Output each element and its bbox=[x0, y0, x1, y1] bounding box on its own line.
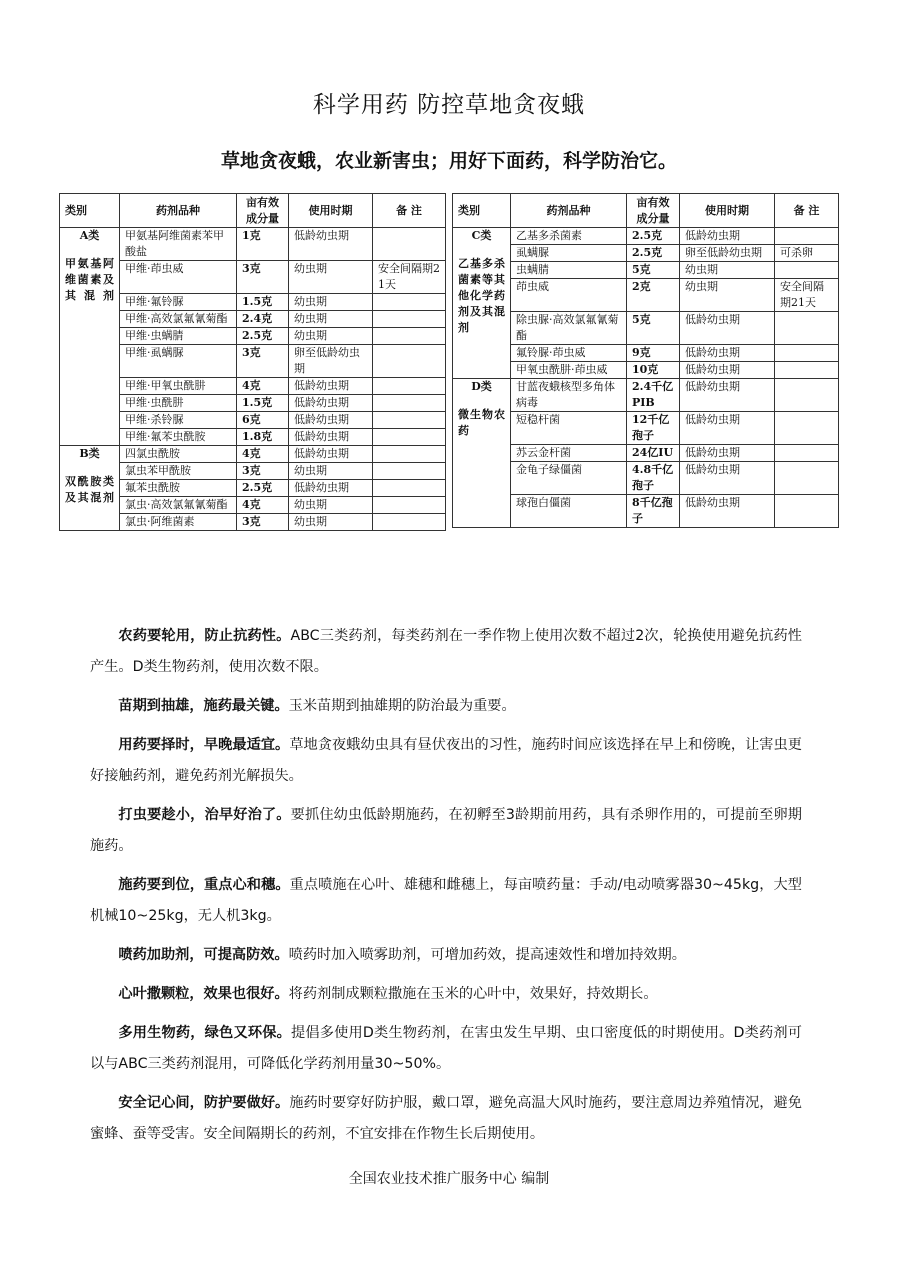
advice-paragraph bbox=[90, 800, 802, 862]
period-cell: 低龄幼虫期 bbox=[680, 462, 775, 495]
advice-lead: 安全记心间，防护要做好。 bbox=[118, 1095, 290, 1111]
table-row bbox=[453, 379, 839, 412]
advice-text: 要抓住幼虫低龄期施药，在初孵至3龄期前用药，具有杀卵作用的，可提前至卵期施药。 bbox=[90, 807, 802, 854]
period-cell: 低龄幼虫期 bbox=[680, 412, 775, 445]
table-row bbox=[453, 345, 839, 362]
dose-cell: 3克 bbox=[237, 514, 289, 531]
category-code: B类 bbox=[79, 447, 100, 460]
period-cell: 低龄幼虫期 bbox=[289, 378, 373, 395]
advice-paragraph bbox=[90, 979, 802, 1010]
variety-cell: 短稳杆菌 bbox=[511, 412, 627, 445]
period-cell: 幼虫期 bbox=[289, 497, 373, 514]
period-cell: 低龄幼虫期 bbox=[680, 495, 775, 528]
note-cell bbox=[373, 294, 446, 311]
variety-cell: 四氯虫酰胺 bbox=[120, 446, 237, 463]
page-subtitle: 草地贪夜蛾，农业新害虫；用好下面药，科学防治它。 bbox=[220, 150, 677, 172]
table-header-row bbox=[453, 194, 839, 228]
table-row bbox=[453, 412, 839, 445]
table-body bbox=[453, 228, 839, 528]
header-dose: 亩有效成分量 bbox=[627, 194, 680, 228]
period-cell: 低龄幼虫期 bbox=[680, 362, 775, 379]
period-cell: 幼虫期 bbox=[289, 328, 373, 345]
advice-lead: 农药要轮用，防止抗药性。 bbox=[118, 628, 291, 644]
table-row bbox=[60, 228, 446, 261]
note-cell bbox=[775, 445, 839, 462]
footer-credit: 全国农业技术推广服务中心 编制 bbox=[348, 1171, 550, 1187]
table-row bbox=[60, 446, 446, 463]
variety-cell: 氟铃脲·茚虫威 bbox=[511, 345, 627, 362]
variety-cell: 金龟子绿僵菌 bbox=[511, 462, 627, 495]
advice-paragraph bbox=[90, 621, 802, 683]
variety-cell: 茚虫威 bbox=[511, 279, 627, 312]
variety-cell: 甲维·虫酰肼 bbox=[120, 395, 237, 412]
period-cell: 幼虫期 bbox=[289, 311, 373, 328]
note-cell bbox=[775, 228, 839, 245]
category-code: C类 bbox=[471, 229, 492, 242]
dose-cell: 1.8克 bbox=[237, 429, 289, 446]
advice-lead: 打虫要趁小，治早好治了。 bbox=[118, 807, 291, 823]
dose-cell: 24亿IU bbox=[627, 445, 680, 462]
period-cell: 低龄幼虫期 bbox=[289, 429, 373, 446]
period-cell: 幼虫期 bbox=[289, 294, 373, 311]
variety-cell: 甲氧虫酰肼·茚虫威 bbox=[511, 362, 627, 379]
advice-text: 重点喷施在心叶、雄穗和雌穗上，每亩喷药量：手动/电动喷雾器30~45kg，大型机械10~25kg，无人机3kg。 bbox=[90, 877, 802, 924]
period-cell: 低龄幼虫期 bbox=[680, 312, 775, 345]
variety-cell: 甲维·高效氯氟氰菊酯 bbox=[120, 311, 237, 328]
advice-text: 提倡多使用D类生物药剂，在害虫发生早期、虫口密度低的时期使用。D类药剂可以与ABC三类药剂混用，可降低化学药剂用量30~50%。 bbox=[90, 1025, 802, 1072]
advice-paragraph bbox=[90, 730, 802, 792]
advice-paragraph bbox=[90, 1088, 802, 1150]
variety-cell: 球孢白僵菌 bbox=[511, 495, 627, 528]
category-cell bbox=[453, 228, 511, 379]
table-row bbox=[453, 362, 839, 379]
note-cell: 可杀卵 bbox=[775, 245, 839, 262]
pesticide-table-left bbox=[59, 193, 446, 531]
table-row bbox=[453, 262, 839, 279]
category-cell bbox=[453, 379, 511, 528]
dose-cell: 3克 bbox=[237, 345, 289, 378]
dose-cell: 2克 bbox=[627, 279, 680, 312]
advice-lead: 苗期到抽雄，施药最关键。 bbox=[118, 698, 289, 714]
period-cell: 幼虫期 bbox=[680, 262, 775, 279]
dose-cell: 8千亿孢子 bbox=[627, 495, 680, 528]
category-name: 乙基多杀菌素等其他化学药剂及其混剂 bbox=[458, 257, 505, 334]
table-row bbox=[453, 462, 839, 495]
advice-lead: 多用生物药，绿色又环保。 bbox=[118, 1025, 291, 1041]
variety-cell: 甲维·虱螨脲 bbox=[120, 345, 237, 378]
category-code: D类 bbox=[471, 380, 492, 393]
note-cell bbox=[373, 429, 446, 446]
note-cell bbox=[775, 312, 839, 345]
note-cell bbox=[373, 446, 446, 463]
header-variety: 药剂品种 bbox=[511, 194, 627, 228]
period-cell: 卵至低龄幼虫期 bbox=[680, 245, 775, 262]
dose-cell: 5克 bbox=[627, 262, 680, 279]
header-period: 使用时期 bbox=[289, 194, 373, 228]
note-cell bbox=[373, 328, 446, 345]
dose-cell: 3克 bbox=[237, 261, 289, 294]
note-cell bbox=[775, 262, 839, 279]
category-code: A类 bbox=[79, 229, 100, 242]
advice-text: 玉米苗期到抽雄期的防治最为重要。 bbox=[288, 698, 516, 714]
period-cell: 低龄幼虫期 bbox=[289, 412, 373, 429]
header-period: 使用时期 bbox=[680, 194, 775, 228]
note-cell bbox=[373, 378, 446, 395]
variety-cell: 甘蓝夜蛾核型多角体病毒 bbox=[511, 379, 627, 412]
period-cell: 低龄幼虫期 bbox=[680, 228, 775, 245]
period-cell: 低龄幼虫期 bbox=[289, 446, 373, 463]
dose-cell: 1.5克 bbox=[237, 395, 289, 412]
category-cell bbox=[60, 446, 120, 531]
period-cell: 低龄幼虫期 bbox=[289, 228, 373, 261]
period-cell: 幼虫期 bbox=[289, 463, 373, 480]
period-cell: 幼虫期 bbox=[289, 514, 373, 531]
note-cell bbox=[373, 480, 446, 497]
category-name: 微生物农药 bbox=[458, 408, 505, 437]
note-cell bbox=[373, 311, 446, 328]
header-category: 类别 bbox=[60, 194, 120, 228]
header-variety: 药剂品种 bbox=[120, 194, 237, 228]
dose-cell: 4.8千亿孢子 bbox=[627, 462, 680, 495]
advice-paragraph bbox=[90, 940, 802, 971]
dose-cell: 10克 bbox=[627, 362, 680, 379]
note-cell bbox=[373, 463, 446, 480]
note-cell bbox=[373, 228, 446, 261]
dose-cell: 6克 bbox=[237, 412, 289, 429]
dose-cell: 2.5克 bbox=[237, 328, 289, 345]
note-cell bbox=[775, 412, 839, 445]
category-cell bbox=[60, 228, 120, 446]
advice-lead: 喷药加助剂，可提高防效。 bbox=[118, 947, 289, 963]
advice-paragraph bbox=[90, 1018, 802, 1080]
header-category: 类别 bbox=[453, 194, 511, 228]
table-row bbox=[453, 445, 839, 462]
period-cell: 低龄幼虫期 bbox=[680, 345, 775, 362]
note-cell bbox=[373, 412, 446, 429]
table-row bbox=[453, 245, 839, 262]
advice-section bbox=[90, 621, 802, 1158]
variety-cell: 甲氨基阿维菌素苯甲酸盐 bbox=[120, 228, 237, 261]
note-cell bbox=[373, 395, 446, 412]
dose-cell: 2.5克 bbox=[627, 228, 680, 245]
period-cell: 低龄幼虫期 bbox=[289, 395, 373, 412]
advice-paragraph bbox=[90, 870, 802, 932]
period-cell: 幼虫期 bbox=[680, 279, 775, 312]
dose-cell: 2.5克 bbox=[237, 480, 289, 497]
variety-cell: 苏云金杆菌 bbox=[511, 445, 627, 462]
dose-cell: 12千亿孢子 bbox=[627, 412, 680, 445]
variety-cell: 氯虫·高效氯氟氰菊酯 bbox=[120, 497, 237, 514]
pesticide-table-right bbox=[452, 193, 839, 528]
note-cell bbox=[775, 362, 839, 379]
note-cell: 安全间隔期21天 bbox=[373, 261, 446, 294]
dose-cell: 9克 bbox=[627, 345, 680, 362]
period-cell: 低龄幼虫期 bbox=[680, 379, 775, 412]
variety-cell: 甲维·氟苯虫酰胺 bbox=[120, 429, 237, 446]
note-cell bbox=[775, 379, 839, 412]
variety-cell: 虱螨脲 bbox=[511, 245, 627, 262]
header-note: 备 注 bbox=[373, 194, 446, 228]
table-row bbox=[453, 279, 839, 312]
dose-cell: 2.4千亿PIB bbox=[627, 379, 680, 412]
dose-cell: 1克 bbox=[237, 228, 289, 261]
variety-cell: 除虫脲·高效氯氟氰菊酯 bbox=[511, 312, 627, 345]
table-header-row bbox=[60, 194, 446, 228]
advice-lead: 用药要择时，早晚最适宜。 bbox=[118, 737, 290, 753]
table-row bbox=[453, 495, 839, 528]
note-cell bbox=[373, 514, 446, 531]
variety-cell: 甲维·虫螨腈 bbox=[120, 328, 237, 345]
period-cell: 幼虫期 bbox=[289, 261, 373, 294]
header-dose: 亩有效成分量 bbox=[237, 194, 289, 228]
table-row bbox=[453, 228, 839, 245]
variety-cell: 乙基多杀菌素 bbox=[511, 228, 627, 245]
advice-text: 施药时要穿好防护服，戴口罩，避免高温大风时施药，要注意周边养殖情况，避免蜜蜂、蚕等受害。安全间隔期长的药剂，不宜安排在作物生长后期使用。 bbox=[90, 1095, 802, 1142]
dose-cell: 1.5克 bbox=[237, 294, 289, 311]
header-note: 备 注 bbox=[775, 194, 839, 228]
dose-cell: 3克 bbox=[237, 463, 289, 480]
variety-cell: 氯虫·阿维菌素 bbox=[120, 514, 237, 531]
note-cell bbox=[775, 495, 839, 528]
dose-cell: 4克 bbox=[237, 446, 289, 463]
table-row bbox=[453, 312, 839, 345]
note-cell bbox=[373, 345, 446, 378]
note-cell: 安全间隔期21天 bbox=[775, 279, 839, 312]
variety-cell: 氯虫苯甲酰胺 bbox=[120, 463, 237, 480]
note-cell bbox=[775, 345, 839, 362]
dose-cell: 2.5克 bbox=[627, 245, 680, 262]
table-body bbox=[60, 228, 446, 531]
dose-cell: 4克 bbox=[237, 497, 289, 514]
variety-cell: 氟苯虫酰胺 bbox=[120, 480, 237, 497]
note-cell bbox=[775, 462, 839, 495]
variety-cell: 甲维·杀铃脲 bbox=[120, 412, 237, 429]
variety-cell: 甲维·甲氧虫酰肼 bbox=[120, 378, 237, 395]
variety-cell: 甲维·茚虫威 bbox=[120, 261, 237, 294]
advice-lead: 心叶撒颗粒，效果也很好。 bbox=[118, 986, 289, 1002]
advice-paragraph bbox=[90, 691, 802, 722]
note-cell bbox=[373, 497, 446, 514]
dose-cell: 5克 bbox=[627, 312, 680, 345]
advice-text: ABC三类药剂，每类药剂在一季作物上使用次数不超过2次，轮换使用避免抗药性产生。D类生物药剂，使用次数不限。 bbox=[90, 628, 802, 675]
period-cell: 低龄幼虫期 bbox=[680, 445, 775, 462]
advice-text: 将药剂制成颗粒撒施在玉米的心叶中，效果好，持效期长。 bbox=[288, 986, 658, 1002]
period-cell: 低龄幼虫期 bbox=[289, 480, 373, 497]
advice-lead: 施药要到位，重点心和穗。 bbox=[118, 877, 290, 893]
variety-cell: 甲维·氟铃脲 bbox=[120, 294, 237, 311]
period-cell: 卵至低龄幼虫期 bbox=[289, 345, 373, 378]
dose-cell: 2.4克 bbox=[237, 311, 289, 328]
advice-text: 喷药时加入喷雾助剂，可增加药效，提高速效性和增加持效期。 bbox=[288, 947, 686, 963]
category-name: 甲氨基阿维菌素及其混剂 bbox=[65, 257, 114, 302]
advice-text: 草地贪夜蛾幼虫具有昼伏夜出的习性，施药时间应该选择在早上和傍晚，让害虫更好接触药剂，避免药剂光解损失。 bbox=[90, 737, 802, 784]
variety-cell: 虫螨腈 bbox=[511, 262, 627, 279]
category-name: 双酰胺类及其混剂 bbox=[65, 475, 114, 504]
page-title: 科学用药 防控草地贪夜蛾 bbox=[312, 92, 586, 118]
dose-cell: 4克 bbox=[237, 378, 289, 395]
